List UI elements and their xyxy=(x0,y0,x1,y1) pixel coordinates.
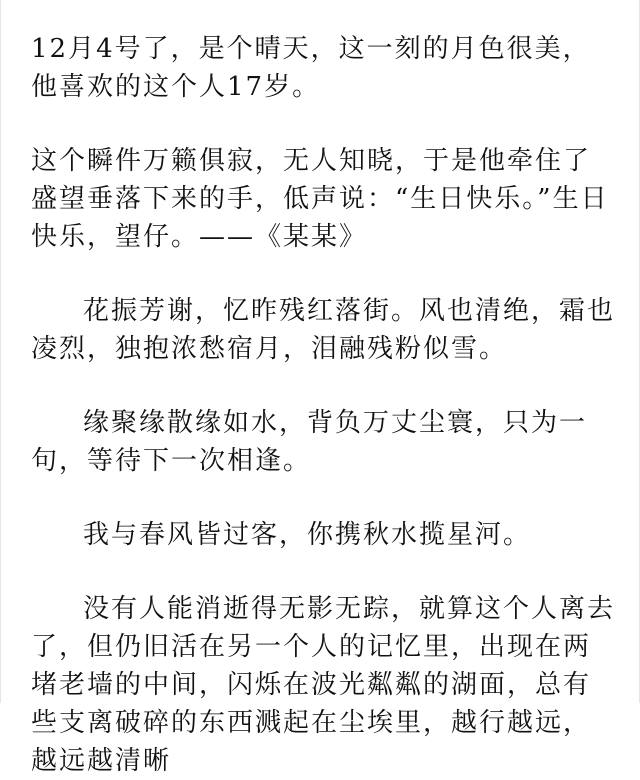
paragraph-1: 12月4号了，是个晴天，这一刻的月色很美，他喜欢的这个人17岁。 xyxy=(31,34,591,102)
paragraph-2: 这个瞬件万籁俱寂，无人知晓，于是他牵住了盛望垂落下来的手，低声说：“生日快乐。”生日快乐，望仔。——《某某》 xyxy=(31,146,609,252)
paragraph-4: 缘聚缘散缘如水，背负万丈尘寰，只为一句，等待下一次相逢。 xyxy=(31,408,588,476)
paragraph-3: 花振芳谢，忆昨残红落街。风也清绝，霜也凌烈，独抱浓愁宿月，泪融残粉似雪。 xyxy=(31,296,616,364)
paragraph-5: 我与春风皆过客，你携秋水揽星河。 xyxy=(83,520,532,550)
paragraph-6: 没有人能消逝得无影无踪，就算这个人离去了，但仍旧活在另一个人的记忆里，出现在两堵老墙的中间，闪烁在波光粼粼的湖面，总有些支离破碎的东西溅起在尘埃里，越行越远，越远越清晰 xyxy=(31,594,616,776)
document-body xyxy=(31,30,616,780)
